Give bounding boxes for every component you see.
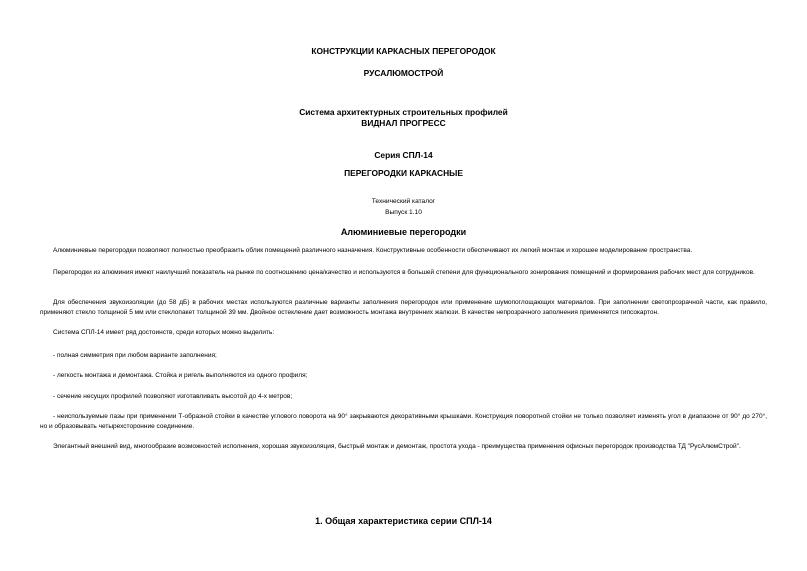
paragraph: Система СПЛ-14 имеет ряд достоинств, среди которых можно выделить: bbox=[53, 329, 275, 336]
paragraph: Алюминиевые перегородки позволяют полностью преобразить облик помещений различного назначения. Конструктивные особенности обеспечивают их легкий монтаж и хорошее моделирование пространства. bbox=[53, 247, 693, 254]
document-title: КОНСТРУКЦИИ КАРКАСНЫХ ПЕРЕГОРОДОК bbox=[311, 46, 496, 56]
paragraph: Перегородки из алюминия имеют наилучший показатель на рынке по соотношению цена/качество и используются в большей степени для функционального зонирования помещений и формирования рабочих мест для сотрудников. bbox=[53, 269, 755, 276]
section-heading: Алюминиевые перегородки bbox=[340, 227, 467, 237]
company-name: РУСАЛЮМОСТРОЙ bbox=[363, 68, 444, 78]
list-item: - сечение несущих профилей позволяют изготавливать высотой до 4-х метров; bbox=[53, 393, 293, 400]
list-item: - полная симметрия при любом варианте заполнения; bbox=[53, 352, 217, 359]
system-name: Система архитектурных строительных профилей bbox=[299, 107, 508, 117]
catalog-label: Технический каталог bbox=[371, 198, 436, 205]
issue-label: Выпуск 1.10 bbox=[385, 209, 422, 216]
subject-title: ПЕРЕГОРОДКИ КАРКАСНЫЕ bbox=[344, 168, 463, 178]
system-brand: ВИДНАЛ ПРОГРЕСС bbox=[361, 118, 446, 128]
paragraph: Для обеспечения звукоизоляции (до 58 дБ) в рабочих местах используются различные варианты заполнения перегородок или применение шумопоглощающих материалов. При заполнении светопрозрачной части, как правило, применяют стекло толщиной 5 мм или стеклопакет толщиной 39 мм. Двойное остекление дает возможность монтажа внутренних жалюзи. В качестве непрозрачного заполнения применяется гипсокартон. bbox=[40, 299, 767, 316]
paragraph: Элегантный внешний вид, многообразие возможностей исполнения, хорошая звукоизоляция, быстрый монтаж и демонтаж, простота ухода - преимущества применения офисных перегородок производства ТД "РусАлюмСтрой". bbox=[53, 443, 741, 450]
list-item: - легкость монтажа и демонтажа. Стойка и ригель выполняются из одного профиля; bbox=[53, 372, 308, 379]
series-label: Серия СПЛ-14 bbox=[374, 150, 433, 160]
list-item: - неиспользуемые пазы при применении Т-образной стойки в качестве углового поворота на 90° закрываются декоративными крышками. Конструкция поворотной стойки не только позволяет изменять угол в диапазоне от 90° до 270°, но и образовывать четырехсторонние соединение. bbox=[40, 413, 767, 430]
next-section-heading: 1. Общая характеристика серии СПЛ-14 bbox=[315, 516, 492, 526]
